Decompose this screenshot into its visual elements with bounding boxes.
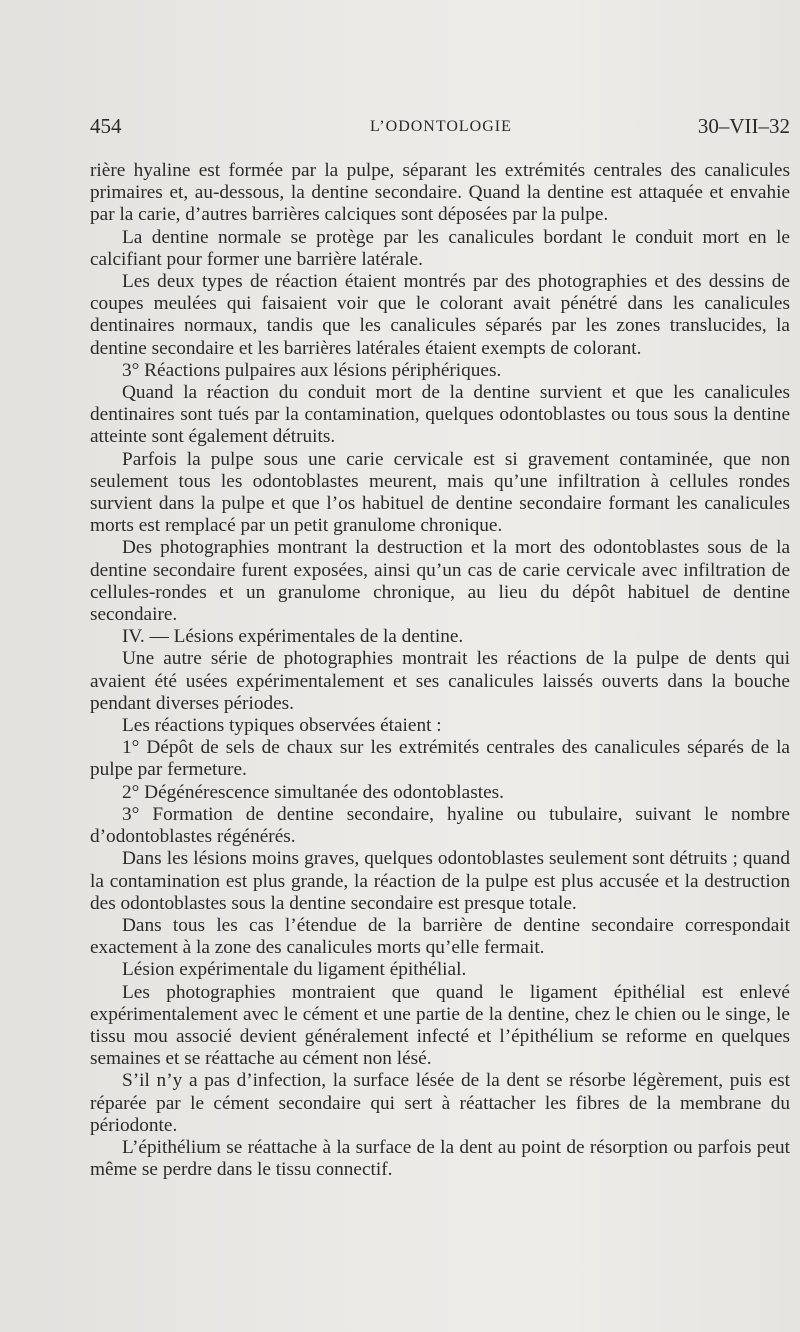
paragraph: rière hyaline est formée par la pulpe, séparant les extrémités centrales des canalicules primaires et, au-dessous, la dentine secondaire. Quand la dentine est attaquée et envahie par la carie, d’autres barrières calciques sont déposées par la pulpe. <box>90 160 790 226</box>
list-item: 1° Dépôt de sels de chaux sur les extrémités centrales des canalicules séparés de la pulpe par fermeture. <box>90 737 790 781</box>
paragraph: Les réactions typiques observées étaient : <box>122 715 442 737</box>
section-heading: Lésion expérimentale du ligament épithélial. <box>122 959 467 981</box>
paragraph: Quand la réaction du conduit mort de la dentine survient et que les canalicules dentinaires sont tués par la contamination, quelques odontoblastes ou tous sous la dentine atteinte sont également détruits. <box>90 382 790 448</box>
paragraph: L’épithélium se réattache à la surface de la dent au point de résorption ou parfois peut même se perdre dans le tissu connectif. <box>90 1136 790 1181</box>
page-header <box>90 114 790 140</box>
running-title: L’ODONTOLOGIE <box>370 118 512 135</box>
page-number: 454 <box>90 114 122 138</box>
paragraph: S’il n’y a pas d’infection, la surface lésée de la dent se résorbe légèrement, puis est réparée par le cément secondaire qui sert à réattacher les fibres de la membrane du périodonte. <box>90 1070 790 1136</box>
paragraph: Les deux types de réaction étaient montrés par des photographies et des dessins de coupes meulées qui faisaient voir que le colorant avait pénétré dans les canalicules dentinaires normaux, tandis que les canalicules séparés par les zones translucides, la dentine secondaire et les barrières latérales étaient exempts de colorant. <box>90 271 790 359</box>
paragraph: Des photographies montrant la destruction et la mort des odontoblastes sous de la dentine secondaire furent exposées, ainsi qu’un cas de carie cervicale avec infiltration de cellules-rondes et un granulome chronique, au lieu du dépôt habituel de dentine secondaire. <box>90 537 790 626</box>
paragraph: Dans les lésions moins graves, quelques odontoblastes seulement sont détruits ; quand la contamination est plus grande, la réaction de la pulpe est plus accusée et la destruction des odontoblastes sous la dentine secondaire est presque totale. <box>90 848 790 914</box>
paragraph: Parfois la pulpe sous une carie cervicale est si gravement contaminée, que non seulement tous les odontoblastes meurent, mais qu’une infiltration à cellules rondes survient dans la pulpe et que l’os habituel de dentine secondaire formant les canalicules morts est remplacé par un petit granulome chronique. <box>90 448 790 537</box>
section-heading: IV. — Lésions expérimentales de la dentine. <box>122 626 464 648</box>
paragraph: Une autre série de photographies montrait les réactions de la pulpe de dents qui avaient été usées expérimentalement et ses canalicules laissés ouverts dans la bouche pendant diverses périodes. <box>90 648 790 714</box>
paragraph: Les photographies montraient que quand le ligament épithélial est enlevé expérimentalement avec le cément et une partie de la dentine, chez le chien ou le singe, le tissu mou associé devient généralement infecté et l’épithélium se reforme en quelques semaines et se réattache au cément non lésé. <box>90 981 790 1070</box>
section-heading: 3° Réactions pulpaires aux lésions périphériques. <box>122 359 502 381</box>
body-text <box>90 160 790 1181</box>
paragraph: Dans tous les cas l’étendue de la barrière de dentine secondaire correspondait exactement à la zone des canalicules morts qu’elle fermait. <box>90 914 790 959</box>
paragraph: La dentine normale se protège par les canalicules bordant le conduit mort en le calcifiant pour former une barrière latérale. <box>90 226 790 270</box>
issue-date: 30–VII–32 <box>697 114 790 138</box>
list-item: 2° Dégénérescence simultanée des odontoblastes. <box>122 781 504 803</box>
list-item: 3° Formation de dentine secondaire, hyaline ou tubulaire, suivant le nombre d’odontoblastes régénérés. <box>90 803 790 848</box>
